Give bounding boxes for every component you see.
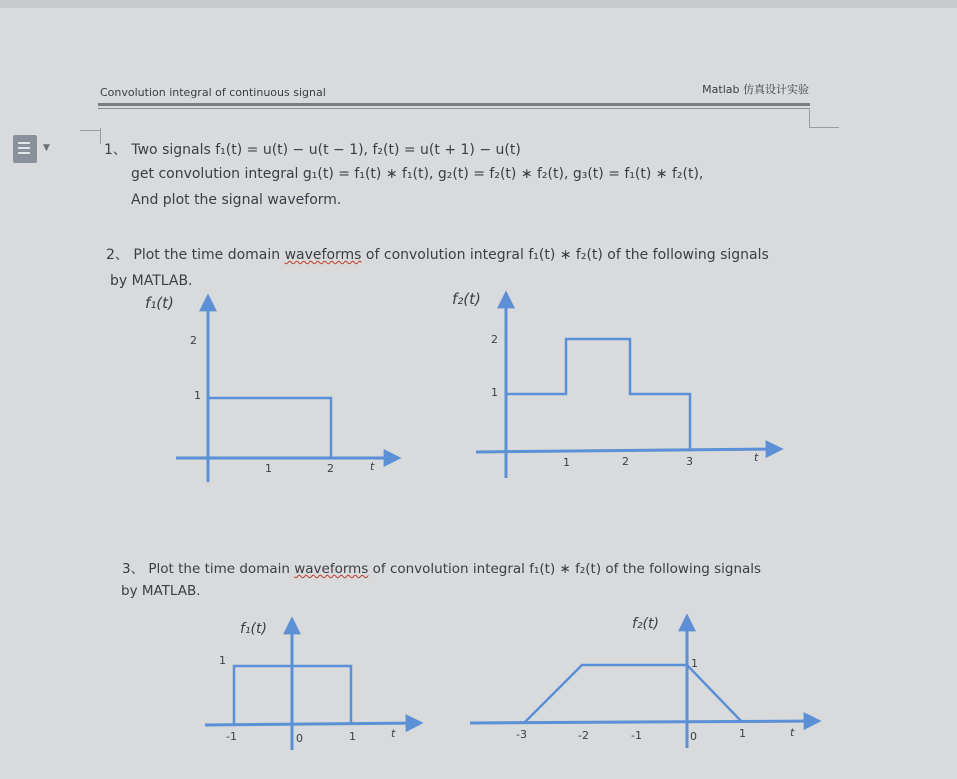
p2-f2-ytick-2: 2	[491, 333, 498, 346]
p2-f2-xtick-3: 3	[686, 455, 693, 468]
p3-f1-graph	[205, 620, 420, 750]
p2-f1-xtick-1: 1	[265, 462, 272, 475]
p3-f1-x-axis	[205, 723, 420, 725]
problem2-text-a: Plot the time domain	[133, 247, 285, 263]
p3-f1-ylabel: f₁(t)	[240, 621, 267, 637]
problem2-text-c: of convolution integral f₁(t) ∗ f₂(t) of the following signals	[361, 247, 769, 263]
p3-f1-ytick-1: 1	[219, 654, 226, 667]
problem1-line1-text: Two signals f₁(t) = u(t) − u(t − 1), f₂(t) = u(t + 1) − u(t)	[131, 142, 521, 158]
p2-f1-ytick-2: 2	[190, 334, 197, 347]
p3-f2-xtick-neg2: -2	[578, 729, 589, 742]
p2-f2-xtick-2: 2	[622, 455, 629, 468]
header-left-title: Convolution integral of continuous signal	[100, 86, 326, 99]
p3-f1-xtick-neg1: -1	[226, 730, 237, 743]
p2-f1-ytick-1: 1	[194, 389, 201, 402]
p2-f2-x-axis	[476, 449, 780, 452]
p2-f2-ylabel: f₂(t)	[452, 290, 481, 308]
chevron-down-icon[interactable]: ▼	[43, 143, 50, 153]
p2-f2-ytick-1: 1	[491, 386, 498, 399]
p3-f1-xtick-1: 1	[349, 730, 356, 743]
p2-f1-xtick-2: 2	[327, 462, 334, 475]
p2-f1-xlabel: t	[370, 460, 375, 473]
p3-f2-x-axis	[470, 721, 818, 723]
p2-f1-graph	[145, 294, 398, 482]
p2-f2-graph	[452, 290, 780, 478]
problem1-number: 1、	[104, 142, 127, 158]
problem3-text-a: Plot the time domain	[148, 561, 295, 577]
problem1-line2: get convolution integral g₁(t) = f₁(t) ∗ f₁(t), g₂(t) = f₂(t) ∗ f₂(t), g₃(t) = f₁(t) ∗ f₂(t),	[131, 166, 704, 182]
p3-f2-xtick-0: 0	[690, 730, 697, 743]
problem2-spellcheck-word[interactable]: waveforms	[284, 247, 362, 263]
p3-f2-xtick-neg1: -1	[631, 729, 642, 742]
problem3-text-c: of convolution integral f₁(t) ∗ f₂(t) of the following signals	[368, 561, 762, 577]
problem3-spellcheck-word[interactable]: waveforms	[294, 561, 369, 577]
header-right-title: Matlab 仿真设计实验	[702, 83, 809, 96]
p3-f2-xtick-1: 1	[739, 727, 746, 740]
p3-f1-xlabel: t	[391, 727, 396, 740]
p3-f2-signal	[524, 665, 742, 723]
problem2-line2: by MATLAB.	[110, 273, 193, 289]
p2-f2-signal	[506, 339, 690, 449]
problem3-line2: by MATLAB.	[121, 583, 201, 599]
p2-f2-xtick-1: 1	[563, 456, 570, 469]
p3-f1-xtick-0: 0	[296, 732, 303, 745]
p3-f2-xlabel: t	[790, 726, 795, 739]
p3-f2-ylabel: f₂(t)	[632, 616, 659, 632]
p3-f2-graph	[470, 616, 818, 748]
problem3-number: 3、	[122, 561, 145, 577]
p2-f2-xlabel: t	[754, 451, 759, 464]
p3-f2-xtick-neg3: -3	[516, 728, 527, 741]
p2-f1-signal	[208, 398, 331, 458]
problem1-line3: And plot the signal waveform.	[131, 192, 342, 208]
p2-f1-ylabel: f₁(t)	[145, 294, 174, 312]
p3-f2-ytick-1: 1	[691, 657, 698, 670]
problem2-number: 2、	[106, 247, 129, 263]
